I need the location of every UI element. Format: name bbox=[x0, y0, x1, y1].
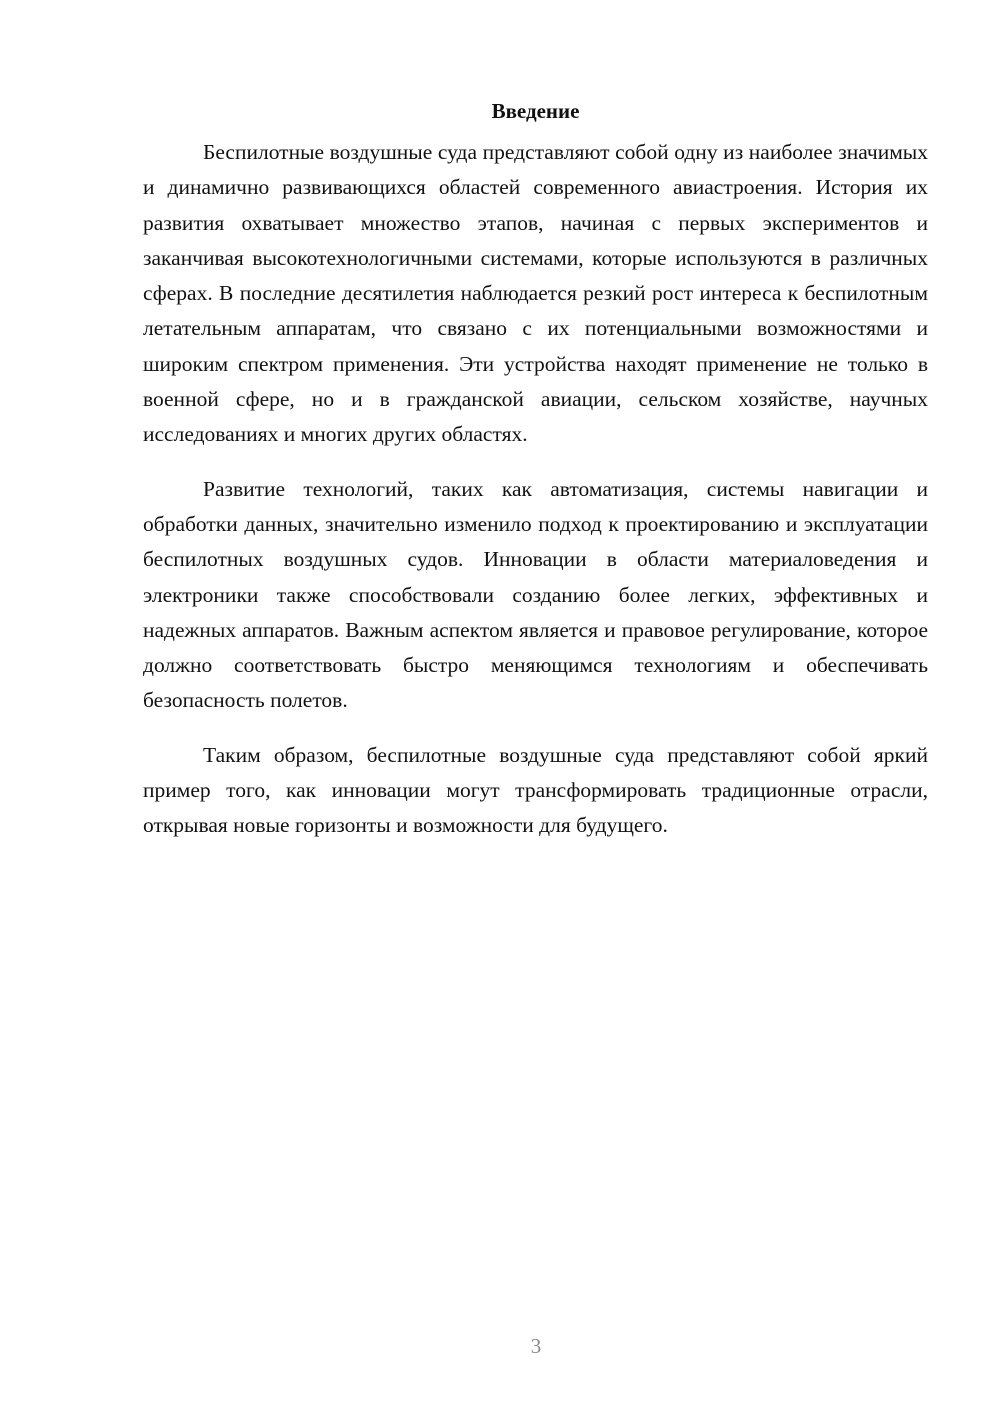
page-number: 3 bbox=[530, 1334, 542, 1358]
paragraph-2: Развитие технологий, таких как автоматизация, системы навигации и обработки данных, значительно изменило подход к проектированию и эксплуатации беспилотных воздушных судов. Инновации в области материаловедения и электроники также способствовали созданию более легких, эффективных и надежных аппаратов. Важным аспектом является и правовое регулирование, которое должно соответствовать быстро меняющимся технологиям и обеспечивать безопасность полетов. bbox=[143, 476, 928, 713]
section-title: Введение bbox=[491, 99, 580, 123]
paragraph-3: Таким образом, беспилотные воздушные суда представляют собой яркий пример того, как инновации могут трансформировать традиционные отрасли, открывая новые горизонты и возможности для будущего. bbox=[143, 742, 928, 838]
paragraph-1: Беспилотные воздушные суда представляют собой одну из наиболее значимых и динамично развивающихся областей современного авиастроения. История их развития охватывает множество этапов, начиная с первых экспериментов и заканчивая высокотехнологичными системами, которые используются в различных сферах. В последние десятилетия наблюдается резкий рост интереса к беспилотным летательным аппаратам, что связано с их потенциальными возможностями и широким спектром применения. Эти устройства находят применение не только в военной сфере, но и в гражданской авиации, сельском хозяйстве, научных исследованиях и многих других областях. bbox=[143, 140, 928, 447]
page-content bbox=[143, 95, 928, 863]
